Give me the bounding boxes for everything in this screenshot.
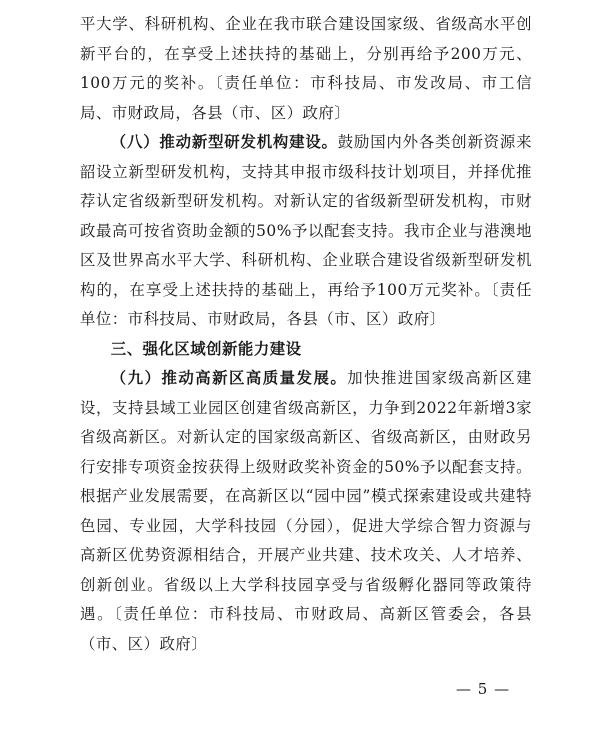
- paragraph-8-body: 鼓励国内外各类创新资源来韶设立新型研发机构，支持其申报市级科技计划项目，并择优推荐认定省级新型研发机构。对新认定的省级新型研发机构，市财政最高可按省资助金额的50%予以配套支持。我市企业与港澳地区及世界高水平大学、科研机构、企业联合建设省级新型研发机构的，在享受上述扶持的基础上，再给予100万元奖补。〔责任单位：市科技局、市财政局，各县（市、区）政府〕: [80, 133, 532, 328]
- paragraph-8: [80, 128, 532, 335]
- section-3-heading: 三、强化区域创新能力建设: [110, 339, 302, 358]
- paragraph-9-lead: （九）推动高新区高质量发展。: [110, 369, 348, 387]
- paragraph-9: [80, 364, 532, 659]
- document-body: [80, 10, 532, 659]
- paragraph-8-lead: （八）推动新型研发机构建设。: [110, 133, 338, 151]
- paragraph-continued: 平大学、科研机构、企业在我市联合建设国家级、省级高水平创新平台的，在享受上述扶持的基础上，分别再给予200万元、100万元的奖补。〔责任单位：市科技局、市发改局、市工信局、市财政局，各县（市、区）政府〕: [80, 15, 532, 122]
- page-number: — 5 —: [456, 680, 511, 698]
- paragraph-9-body: 加快推进国家级高新区建设，支持县域工业园区创建省级高新区，力争到2022年新增3家省级高新区。对新认定的国家级高新区、省级高新区，由财政另行安排专项资金按获得上级财政奖补资金的50%予以配套支持。根据产业发展需要，在高新区以“园中园”模式探索建设或共建特色园、专业园，大学科技园（分园），促进大学综合智力资源与高新区优势资源相结合，开展产业共建、技术攻关、人才培养、创新创业。省级以上大学科技园享受与省级孵化器同等政策待遇。〔责任单位：市科技局、市财政局、高新区管委会，各县（市、区）政府〕: [80, 369, 532, 653]
